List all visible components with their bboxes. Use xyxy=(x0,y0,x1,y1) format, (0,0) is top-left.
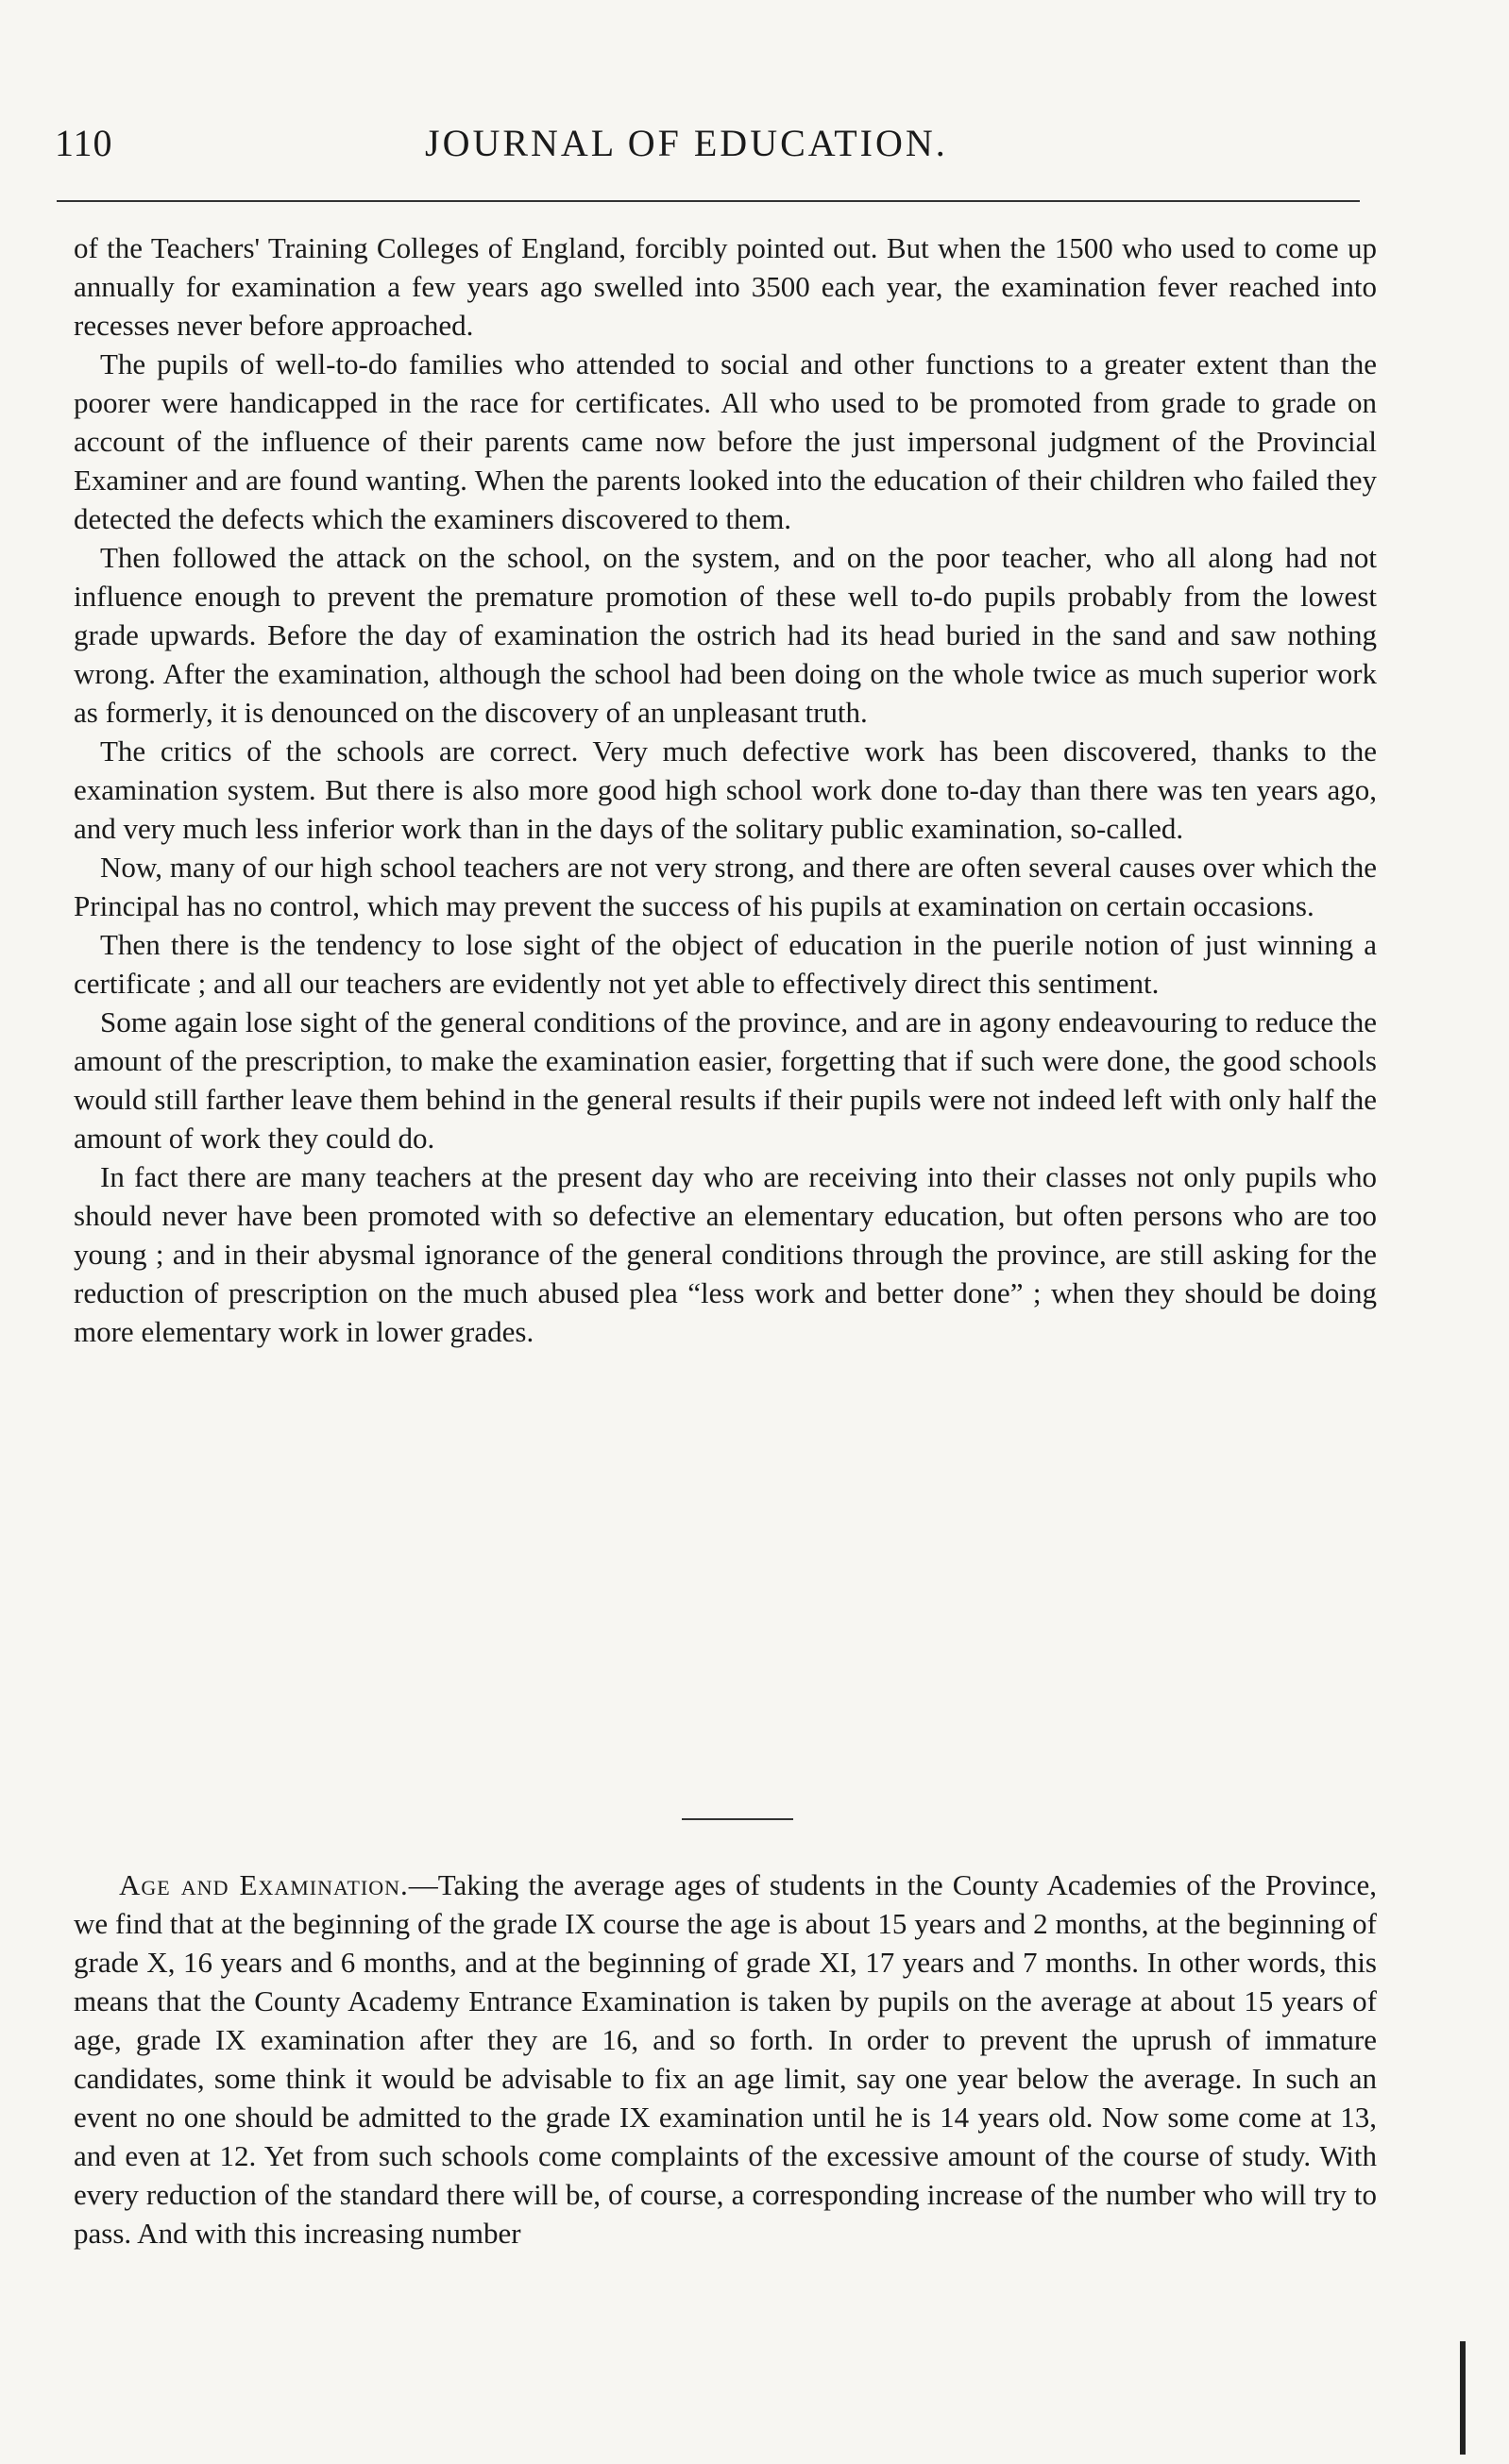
running-title: JOURNAL OF EDUCATION. xyxy=(425,122,948,164)
paragraph: Now, many of our high school teachers are not very strong, and there are often several causes over which the Principal has no control, which may prevent the success of his pupils at examination on certain occasions. xyxy=(74,851,1377,922)
paragraph xyxy=(74,1865,1377,2253)
binding-edge-mark xyxy=(1460,2341,1466,2455)
paragraph: of the Teachers' Training Colleges of England, forcibly pointed out. But when the 1500 who used to come up annually for examination a few years ago swelled into 3500 each year, the examination fever reached into recesses never before approached. xyxy=(74,231,1377,342)
paragraph: Then followed the attack on the school, on the system, and on the poor teacher, who all along had not influence enough to prevent the premature promotion of these well to-do pupils probably from the lowest grade upwards. Before the day of examination the ostrich had its head buried in the sand and saw nothing wrong. After the examination, although the school had been doing on the whole twice as much superior work as formerly, it is denounced on the discovery of an unpleasant truth. xyxy=(74,541,1377,729)
article-body: —Taking the average ages of students in the County Academies of the Province, we find that at the beginning of the grade IX course the age is about 15 years and 2 months, at the beginning of grade X, 16 years and 6 months, and at the beginning of grade XI, 17 years and 7 months. In other words, this means that the County Academy Entrance Examination is taken by pupils on the average at about 15 years of age, grade IX examination after they are 16, and so forth. In order to prevent the uprush of immature candidates, some think it would be advisable to fix an age limit, say one year below the average. In such an event no one should be admitted to the grade IX examination until he is 14 years old. Now some come at 13, and even at 12. Yet from such schools come complaints of the excessive amount of the course of study. With every reduction of the standard there will be, of course, a corresponding increase of the number who will try to pass. And with this increasing number xyxy=(74,1868,1377,2250)
continued-article xyxy=(74,228,1377,1351)
paragraph: Some again lose sight of the general conditions of the province, and are in agony endeavouring to reduce the amount of the prescription, to make the examination easier, forgetting that if such were done, the good schools would still farther leave them behind in the general results if their pupils were not indeed left with only half the amount of work they could do. xyxy=(74,1005,1377,1155)
paragraph: Then there is the tendency to lose sight of the object of education in the puerile notion of just winning a certificate ; and all our teachers are evidently not yet able to effectively direct this sentiment. xyxy=(74,928,1377,1000)
page-header xyxy=(47,121,1360,177)
article-heading: Age and Examination. xyxy=(119,1868,409,1901)
header-rule xyxy=(57,200,1360,202)
paragraph: The pupils of well-to-do families who attended to social and other functions to a greater extent than the poorer were handicapped in the race for certificates. All who used to be promoted from grade to grade on account of the influence of their parents came now before the just impersonal judgment of the Provincial Examiner and are found wanting. When the parents looked into the education of their children who failed they detected the defects which the examiners discovered to them. xyxy=(74,347,1377,535)
age-and-examination-article xyxy=(74,1865,1377,2253)
page-number: 110 xyxy=(55,122,113,164)
paragraph: In fact there are many teachers at the present day who are receiving into their classes not only pupils who should never have been promoted with so defective an elementary education, but often persons who are too young ; and in their abysmal ignorance of the general conditions through the province, are still asking for the reduction of prescription on the much abused plea “less work and better done” ; when they should be doing more elementary work in lower grades. xyxy=(74,1160,1377,1348)
paragraph: The critics of the schools are correct. Very much defective work has been discovered, thanks to the examination system. But there is also more good high school work done to-day than there was ten years ago, and very much less inferior work than in the days of the solitary public examination, so-called. xyxy=(74,734,1377,845)
section-divider xyxy=(682,1818,793,1820)
